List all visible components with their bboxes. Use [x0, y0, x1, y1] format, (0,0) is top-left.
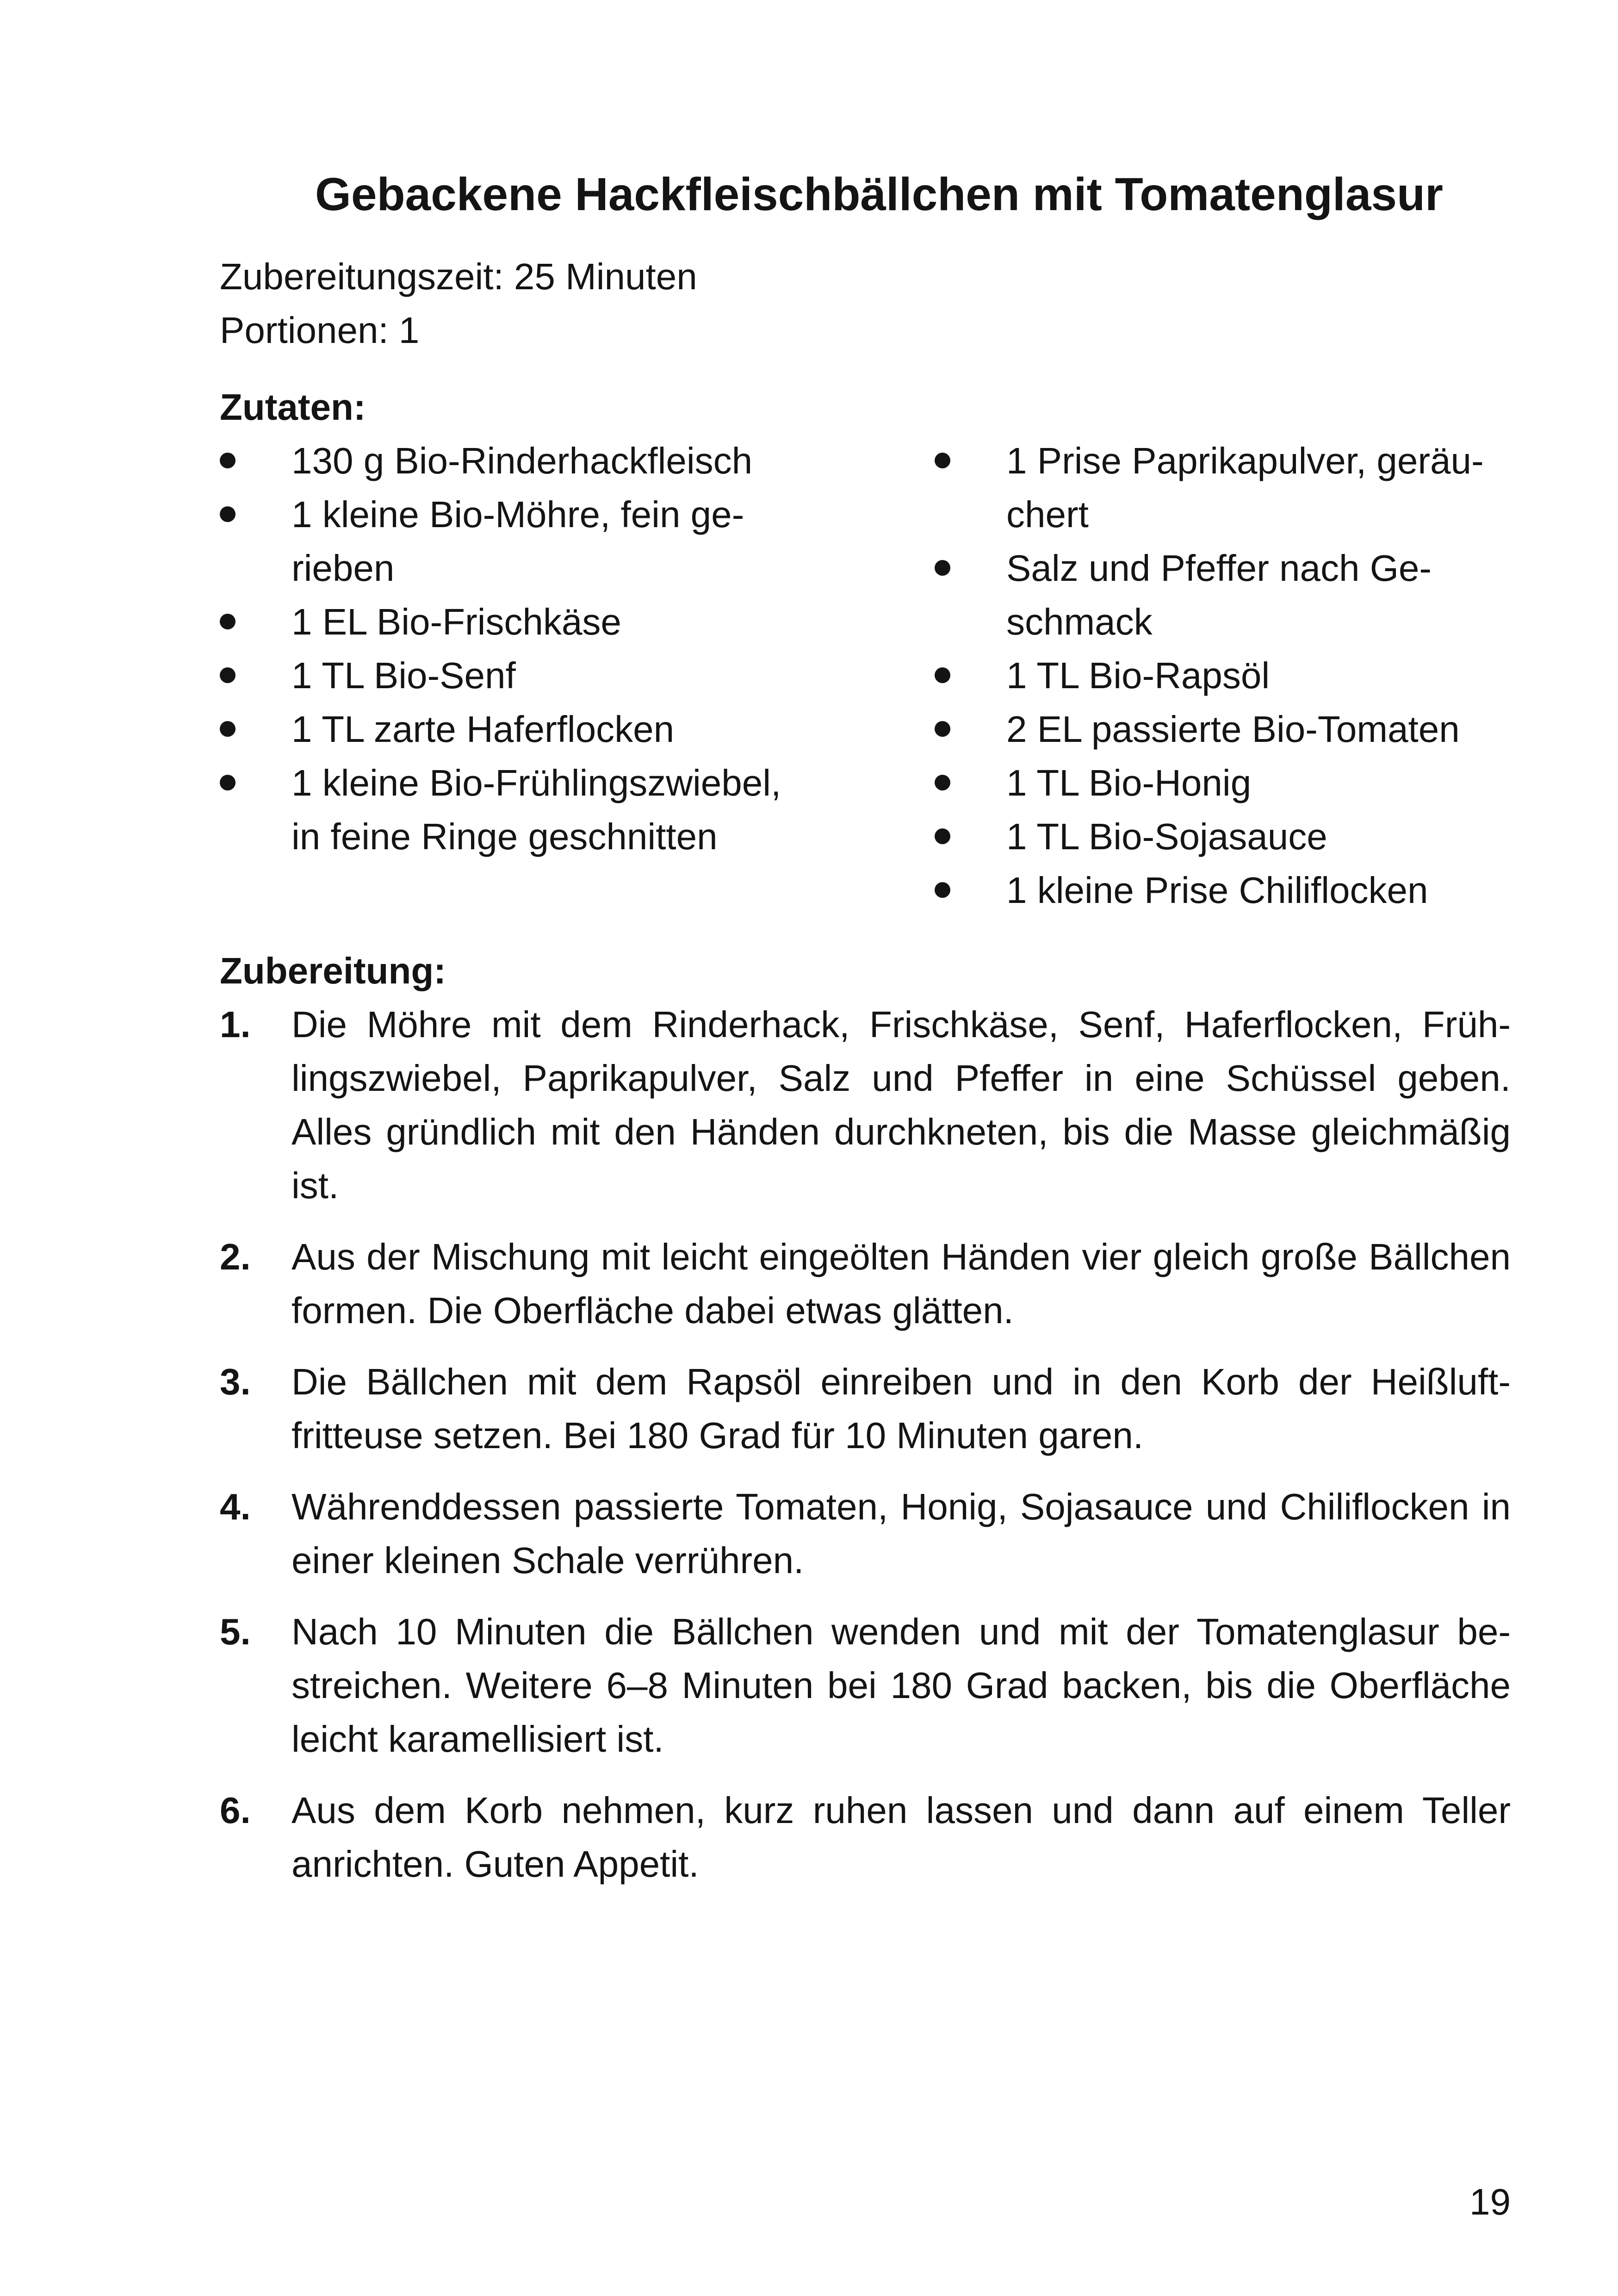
preparation-steps: [220, 998, 1511, 1891]
ingredient-text: Salz und Pfeffer nach Geschmack: [1006, 548, 1432, 642]
bullet-icon: [220, 453, 236, 468]
step-text: Die Bällchen mit dem Rapsöl einreiben und in den Korb der Heißluftfritteuse setzen. Bei 180 Grad für 10 Minuten garen.: [291, 1361, 1511, 1456]
ingredient-item: [220, 703, 800, 756]
ingredients-column-right: [935, 434, 1511, 917]
step-item: [220, 1784, 1511, 1891]
ingredients-heading: Zutaten:: [220, 386, 366, 428]
ingredient-item: [935, 864, 1511, 917]
ingredient-item: [935, 541, 1511, 649]
ingredient-item: [935, 756, 1511, 810]
bullet-icon: [935, 882, 950, 898]
ingredient-text: 1 TL Bio-Rapsöl: [1006, 655, 1270, 696]
ingredients-columns: [220, 434, 1511, 917]
recipe-page: [220, 162, 1511, 1909]
ingredient-text: 1 TL zarte Haferflocken: [291, 709, 675, 750]
step-number: 5.: [220, 1611, 251, 1652]
bullet-icon: [220, 667, 236, 683]
bullet-icon: [935, 828, 950, 844]
ingredient-item: [935, 810, 1511, 864]
bullet-icon: [220, 775, 236, 790]
step-text: Währenddessen passierte Tomaten, Honig, Sojasauce und Chiliflocken in einer kleinen Schale verrühren.: [291, 1486, 1511, 1581]
servings: Portionen: 1: [220, 310, 420, 351]
prep-time: Zubereitungszeit: 25 Minuten: [220, 256, 697, 297]
step-item: [220, 1355, 1511, 1462]
step-text: Aus der Mischung mit leicht eingeölten Händen vier gleich große Bällchen formen. Die Oberfläche dabei etwas glätten.: [291, 1236, 1511, 1331]
bullet-icon: [935, 721, 950, 737]
ingredient-item: [935, 649, 1511, 703]
step-text: Nach 10 Minuten die Bällchen wenden und mit der Tomatenglasur bestreichen. Weitere 6–8 Minuten bei 180 Grad backen, bis die Oberfläche leicht karamellisiert ist.: [291, 1611, 1511, 1760]
step-number: 3.: [220, 1361, 251, 1402]
step-text: Die Möhre mit dem Rinderhack, Frischkäse, Senf, Haferflocken, Frühlingszwiebel, Paprikapulver, Salz und Pfeffer in eine Schüssel geben. Alles gründlich mit den Händen durchkneten, bis die Masse gleichmäßig ist.: [291, 1004, 1511, 1206]
ingredient-text: 1 TL Bio-Sojasauce: [1006, 816, 1327, 857]
step-number: 4.: [220, 1486, 251, 1527]
ingredient-text: 1 kleine Prise Chiliflocken: [1006, 870, 1428, 911]
recipe-title: Gebackene Hackfleischbällchen mit Tomatenglasur: [315, 168, 1443, 220]
ingredient-item: [220, 488, 800, 595]
ingredient-item: [935, 703, 1511, 756]
ingredients-list-left: [220, 434, 935, 864]
step-item: [220, 1480, 1511, 1587]
ingredient-text: 2 EL passierte Bio-Tomaten: [1006, 709, 1460, 750]
bullet-icon: [220, 614, 236, 629]
bullet-icon: [935, 775, 950, 790]
ingredient-text: 1 Prise Paprikapulver, geräuchert: [1006, 440, 1484, 535]
ingredient-text: 1 kleine Bio-Möhre, fein gerieben: [291, 494, 744, 589]
ingredient-text: 1 EL Bio-Frischkäse: [291, 601, 621, 642]
ingredient-text: 1 TL Bio-Senf: [291, 655, 516, 696]
step-item: [220, 998, 1511, 1213]
ingredient-text: 130 g Bio-Rinderhackfleisch: [291, 440, 753, 481]
recipe-meta: [220, 250, 1511, 357]
step-number: 2.: [220, 1236, 251, 1277]
ingredient-item: [220, 649, 800, 703]
step-item: [220, 1605, 1511, 1766]
ingredient-item: [935, 434, 1511, 541]
ingredient-item: [220, 434, 800, 488]
ingredient-item: [220, 595, 800, 649]
page-number: 19: [1469, 2181, 1511, 2222]
step-item: [220, 1230, 1511, 1338]
ingredient-text: 1 kleine Bio-Frühlingszwiebel, in feine Ringe geschnitten: [291, 762, 781, 857]
bullet-icon: [935, 560, 950, 576]
step-text: Aus dem Korb nehmen, kurz ruhen lassen und dann auf einem Teller anrichten. Guten Appetit.: [291, 1790, 1511, 1885]
step-number: 1.: [220, 1004, 251, 1045]
bullet-icon: [935, 453, 950, 468]
bullet-icon: [935, 667, 950, 683]
ingredients-column-left: [220, 434, 935, 917]
ingredient-item: [220, 756, 800, 864]
preparation-heading: Zubereitung:: [220, 950, 446, 991]
step-number: 6.: [220, 1790, 251, 1831]
bullet-icon: [220, 506, 236, 522]
bullet-icon: [220, 721, 236, 737]
ingredients-list-right: [935, 434, 1511, 917]
ingredient-text: 1 TL Bio-Honig: [1006, 762, 1252, 803]
